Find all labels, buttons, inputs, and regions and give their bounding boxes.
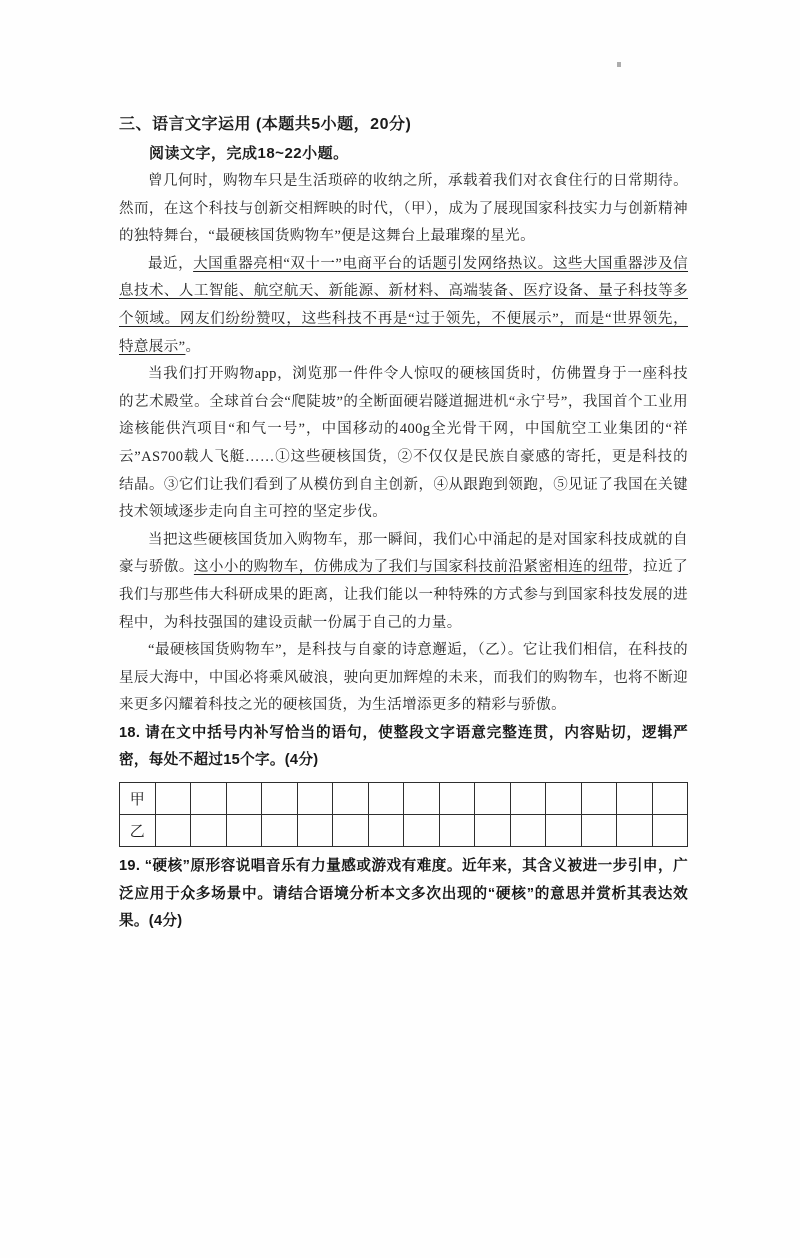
answer-cell	[155, 815, 191, 847]
answer-cell	[262, 815, 298, 847]
paragraph-2	[119, 251, 688, 361]
answer-cell	[333, 783, 369, 815]
answer-cell	[439, 815, 475, 847]
paragraph-4	[119, 527, 688, 637]
question-19: 19. “硬核”原形容说唱音乐有力量感或游戏有难度。近年来，其含义被进一步引申，广泛应用于众多场景中。请结合语境分析本文多次出现的“硬核”的意思并赏析其表达效果。(4分)	[119, 858, 688, 930]
answer-cell	[475, 815, 511, 847]
paragraph-text: 当我们打开购物app，浏览那一件件令人惊叹的硬核国货时，仿佛置身于一座科技的艺术殿堂。全球首台会“爬陡坡”的全断面硬岩隧道掘进机“永宁号”，我国首个工业用途核能供汽项目“和气一号”，中国移动的400g全光骨干网，中国航空工业集团的“祥云”AS700载人飞艇……①这些硬核国货，②不仅仅是民族自豪感的寄托，更是科技的结晶。③它们让我们看到了从模仿到自主创新，④从跟跑到领跑，⑤见证了我国在关键技术领域逐步走向自主可控的坚定步伐。	[119, 366, 688, 521]
scan-artifact-dot	[617, 62, 621, 67]
answer-cell	[404, 815, 440, 847]
answer-cell	[510, 815, 546, 847]
answer-cell	[546, 783, 582, 815]
answer-cell	[297, 815, 333, 847]
row-label-yi: 乙	[120, 815, 156, 847]
paragraph-text: ，拉近了我们与那些伟大科研成果的距离，让我们能以一种特殊的方式参与到国家科技发展的进程中，为科技强国的建设贡献一份属于自己的力量。	[119, 559, 688, 631]
answer-cell	[617, 815, 653, 847]
paragraph-text: 最近，	[148, 255, 194, 272]
exam-content	[119, 110, 688, 936]
answer-cell	[581, 783, 617, 815]
answer-cell	[155, 783, 191, 815]
question-18: 18. 请在文中括号内补写恰当的语句，使整段文字语意完整连贯，内容贴切，逻辑严密，每处不超过15个字。(4分)	[119, 724, 688, 769]
answer-table	[119, 782, 688, 847]
answer-cell	[368, 783, 404, 815]
row-label-jia: 甲	[120, 783, 156, 815]
paragraph-1	[119, 168, 688, 251]
underlined-text: 大国重器亮相“双十一”电商平台的话题引发网络热议。这些大国重器涉及信息技术、人工智能、航空航天、新能源、新材料、高端装备、医疗设备、量子科技等多个领域。网友们纷纷赞叹，这些科技不再是“过于领先，不便展示”，而是“世界领先，特意展示”	[119, 255, 689, 355]
answer-cell	[191, 815, 227, 847]
answer-cell	[439, 783, 475, 815]
answer-cell	[226, 783, 262, 815]
paragraph-5	[119, 637, 688, 720]
paragraph-3	[119, 361, 688, 527]
answer-row-yi	[120, 815, 688, 847]
answer-cell	[546, 815, 582, 847]
answer-cell	[262, 783, 298, 815]
section-heading: 三、语言文字运用 (本题共5小题，20分)	[119, 116, 412, 133]
paragraph-text: “最硬核国货购物车”，是科技与自豪的诗意邂逅，（乙）。它让我们相信，在科技的星辰大海中，中国必将乘风破浪，驶向更加辉煌的未来，而我们的购物车，也将不断迎来更多闪耀着科技之光的硬核国货，为生活增添更多的精彩与骄傲。	[119, 642, 688, 714]
answer-cell	[333, 815, 369, 847]
paragraph-text: 当把这些硬核国货加入购物车，那一瞬间，我们心中涌起的是对国家科技成就的自豪与骄傲。	[119, 531, 688, 576]
paragraph-text: 曾几何时，购物车只是生活琐碎的收纳之所，承载着我们对衣食住行的日常期待。然而，在这个科技与创新交相辉映的时代，（甲），成为了展现国家科技实力与创新精神的独特舞台，“最硬核国货购物车”便是这舞台上最璀璨的星光。	[119, 173, 688, 245]
answer-cell	[226, 815, 262, 847]
answer-row-jia	[120, 783, 688, 815]
paragraph-text: 。	[185, 338, 201, 355]
answer-cell	[297, 783, 333, 815]
underlined-text: 这小小的购物车，仿佛成为了我们与国家科技前沿紧密相连的纽带	[193, 559, 629, 576]
answer-cell	[617, 783, 653, 815]
answer-cell	[404, 783, 440, 815]
answer-cell	[581, 815, 617, 847]
answer-cell	[510, 783, 546, 815]
answer-cell	[652, 783, 688, 815]
answer-cell	[475, 783, 511, 815]
answer-cell	[368, 815, 404, 847]
reading-instruction: 阅读文字，完成18~22小题。	[149, 145, 349, 162]
answer-cell	[191, 783, 227, 815]
answer-cell	[652, 815, 688, 847]
